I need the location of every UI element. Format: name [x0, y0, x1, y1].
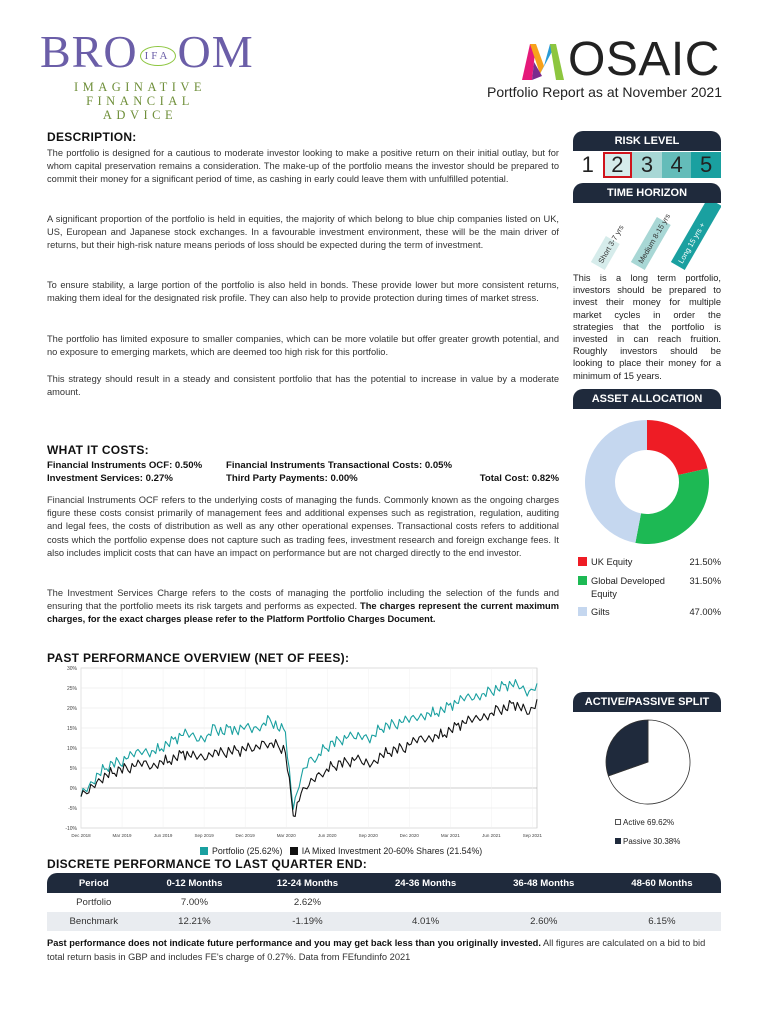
col-0-12: 0-12 Months [141, 873, 249, 893]
horizon-bar-1 [591, 221, 628, 270]
table-cell [485, 893, 603, 912]
table-cell: Benchmark [47, 912, 141, 931]
table-cell: Portfolio [76, 897, 112, 908]
donut-slice-3 [585, 420, 647, 543]
time-horizon-text: This is a long term portfolio, investors should be prepared to invest their money for multiple market cycles in order the strategies that the portfolio is invested in can reach fruition. Roughly investors should be looking to place their money for a minimum of 15 years. [573, 273, 721, 381]
table-cell: -1.19% [248, 912, 366, 931]
performance-heading: PAST PERFORMANCE OVERVIEW (NET OF FEES): [47, 651, 350, 665]
allocation-swatch [578, 607, 587, 616]
legend-benchmark-swatch [290, 847, 298, 855]
cost-ocf: Financial Instruments OCF: 0.50% [47, 460, 203, 471]
y-tick-label: 20% [66, 706, 77, 712]
table-cell: 2.62% [293, 897, 322, 908]
disclaimer-normal: All figures are calculated on a bid to bid total return basis in GBP and includes FE's charge of 0.27%. Data from FEfundinfo 2021 [47, 938, 706, 962]
risk-level-heading: RISK LEVEL [573, 131, 721, 151]
disclaimer-bold: Past performance does not indicate future performance and you may get back less than you originally invested. [47, 938, 541, 948]
y-tick-label: 15% [66, 726, 77, 732]
allocation-legend-item [578, 606, 721, 632]
mosaic-m-icon [520, 40, 566, 82]
x-tick-label: Jun 2021 [482, 833, 501, 838]
x-tick-label: Jun 2019 [153, 833, 173, 838]
table-cell [603, 893, 721, 912]
x-tick-label: Dec 2018 [71, 833, 91, 838]
time-horizon-heading: TIME HORIZON [573, 183, 721, 203]
x-tick-label: Mar 2020 [276, 833, 296, 838]
allocation-swatch [578, 576, 587, 585]
table-cell: 12.21% [141, 912, 249, 931]
allocation-label: Global Developed Equity [591, 576, 665, 599]
mosaic-logo [520, 33, 730, 86]
risk-cell-2: 2 [603, 152, 633, 178]
y-tick-label: 0% [69, 786, 77, 792]
horizon-bar-2 [631, 210, 675, 270]
allocation-label: UK Equity [591, 557, 633, 567]
description-heading: DESCRIPTION: [47, 130, 137, 144]
table-row [47, 893, 721, 912]
mosaic-wordmark: OSAIC [568, 33, 720, 86]
risk-cell-3: 3 [632, 152, 662, 178]
legend-portfolio: Portfolio (25.62%) [212, 846, 283, 856]
costs-p2-bold: The charges represent the current maximum charges, for the exact charges please refer to the Platform Portfolio Charges Document. [47, 601, 560, 625]
y-tick-label: 25% [66, 686, 77, 692]
cost-investment-services: Investment Services: 0.27% [47, 473, 173, 484]
active-passive-pie [598, 718, 698, 808]
y-tick-label: 5% [69, 766, 77, 772]
y-tick-label: -10% [65, 826, 77, 832]
x-tick-label: Mar 2019 [112, 833, 132, 838]
costs-p2-normal: The Investment Services Charge refers to the costs of managing the portfolio including the selection of the funds and ensuring that the portfolio meets its risk targets and performs as expected. [47, 588, 559, 612]
allocation-legend-item [578, 575, 721, 601]
passive-swatch [615, 838, 621, 844]
active-legend [615, 818, 674, 827]
disclaimer [47, 936, 721, 964]
y-tick-label: 30% [66, 666, 77, 672]
risk-cell-5: 5 [691, 152, 721, 178]
col-36-48: 36-48 Months [485, 873, 603, 893]
performance-line-chart [47, 664, 559, 842]
allocation-swatch [578, 557, 587, 566]
costs-p1: Financial Instruments OCF refers to the underlying costs of managing the funds. Commonly known as the ongoing charges figure these costs consist primarily of management fees and additional expenses such as registration, regulation, auditing and legal fees, the costs of distribution as well as any other operational expenses. Transactional costs refers to additional costs which the portfolio expense does not capture such as trading fees, investment research and foreign exchange fees. It also includes implicit costs that can have an impact on performance but are not charged directly to the end investor. [47, 495, 559, 558]
legend-portfolio-swatch [200, 847, 208, 855]
passive-label: Passive 30.38% [623, 837, 681, 846]
horizon-bar-label: Short 3-7 yrs [596, 223, 626, 266]
cost-total: Total Cost: 0.82% [479, 473, 559, 484]
allocation-value: 47.00% [689, 607, 721, 617]
table-cell: 7.00% [180, 897, 209, 908]
time-horizon-graphic [573, 203, 721, 271]
broom-tagline-1: IMAGINATIVE [73, 80, 207, 95]
broom-tagline-2: FINANCIAL [86, 94, 194, 109]
active-passive-heading: ACTIVE/PASSIVE SPLIT [573, 692, 721, 712]
description-p5: This strategy should result in a steady and consistent portfolio that has the potential to increase in value by a moderate amount. [47, 374, 559, 398]
x-tick-label: Dec 2020 [399, 833, 419, 838]
x-tick-label: Sep 2021 [522, 833, 543, 838]
x-tick-label: Dec 2019 [235, 833, 255, 838]
active-label: Active 69.62% [623, 818, 675, 827]
table-row [47, 912, 721, 931]
cost-transactional: Financial Instruments Transactional Costs: 0.05% [226, 460, 453, 471]
x-tick-label: Jun 2020 [317, 833, 337, 838]
active-swatch [615, 819, 621, 825]
broom-ifa-badge: IFA [140, 46, 176, 66]
costs-p2 [47, 587, 559, 627]
asset-allocation-heading: ASSET ALLOCATION [573, 389, 721, 409]
discrete-heading: DISCRETE PERFORMANCE TO LAST QUARTER END: [47, 857, 368, 871]
horizon-bar-label: Long 15 yrs + [676, 220, 707, 266]
table-cell [367, 893, 485, 912]
donut-slice-1 [647, 420, 708, 475]
description-p1: The portfolio is designed for a cautious to moderate investor looking to make a positive return on their initial outlay, but for whom capital preservation remains a consideration. The make-up of the portfolio means the investor should be prepared to commit their money for a significant period of time, as cashing in early could leave them with unfulfilled potential. [47, 148, 559, 185]
description-p3: To ensure stability, a large portion of the portfolio is also held in bonds. These provide lower but more consistent returns, making them ideal for the designated risk profile. They can also help to provide protection during times of market stress. [47, 280, 559, 304]
x-tick-label: Mar 2021 [440, 833, 460, 838]
col-12-24: 12-24 Months [248, 873, 366, 893]
x-tick-label: Sep 2020 [358, 833, 378, 838]
risk-level-scale [573, 152, 721, 178]
allocation-value: 31.50% [689, 576, 721, 586]
performance-legend [200, 846, 600, 856]
col-48-60: 48-60 Months [603, 873, 721, 893]
broom-logo [40, 26, 254, 123]
allocation-value: 21.50% [689, 557, 721, 567]
x-tick-label: Sep 2019 [194, 833, 214, 838]
broom-tagline-3: ADVICE [102, 108, 178, 123]
report-title: Portfolio Report as at November 2021 [486, 84, 722, 100]
horizon-bar-label: Medium 8-15 yrs [636, 212, 673, 266]
cost-third-party: Third Party Payments: 0.00% [226, 473, 358, 484]
description-p4: The portfolio has limited exposure to smaller companies, which can be more volatile but offer greater growth potential, and no exposure to emerging markets, which are deemed too high risk for this portfolio. [47, 334, 559, 358]
description-p2: A significant proportion of the portfolio is held in equities, the majority of which belong to blue chip companies listed on UK, US, European and Japanese stock exchanges. In a favourable investment environment, these will be the main driver of returns, but their high-risk nature means periods of loss should be expected during the term of investment. [47, 214, 559, 251]
table-cell: 6.15% [603, 912, 721, 931]
table-cell: 2.60% [485, 912, 603, 931]
y-tick-label: -5% [68, 806, 77, 812]
table-header-row [47, 873, 721, 893]
horizon-bar-3 [671, 203, 721, 270]
risk-cell-4: 4 [662, 152, 692, 178]
y-tick-label: 10% [66, 746, 77, 752]
discrete-performance-table [47, 873, 721, 931]
risk-cell-1: 1 [573, 152, 603, 178]
col-period: Period [47, 873, 141, 893]
asset-allocation-donut [583, 420, 711, 544]
broom-wordmark: BRO IFA OM [40, 26, 254, 77]
donut-slice-2 [635, 468, 709, 544]
passive-legend [615, 837, 680, 846]
legend-benchmark: IA Mixed Investment 20-60% Shares (21.54%) [301, 846, 483, 856]
allocation-label: Gilts [591, 607, 610, 617]
costs-heading: WHAT IT COSTS: [47, 443, 149, 457]
table-cell: 4.01% [367, 912, 485, 931]
col-24-36: 24-36 Months [367, 873, 485, 893]
